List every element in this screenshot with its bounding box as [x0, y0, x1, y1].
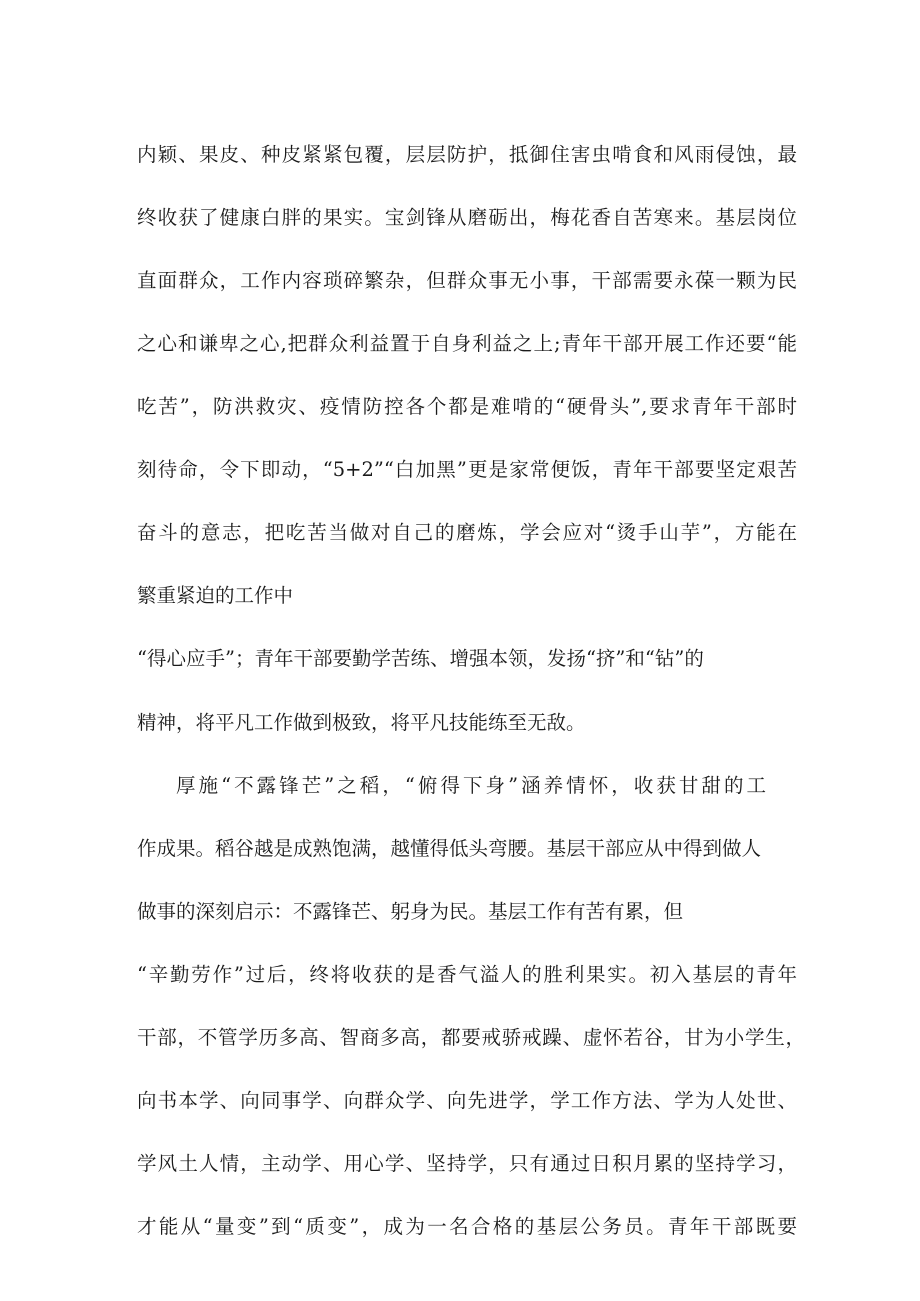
text-line-2: 终收获了健康白胖的果实。宝剑锋从磨砺出，梅花香自苦寒来。基层岗位 [137, 206, 797, 229]
text-line-12: 作成果。稻谷越是成熟饱满，越懂得低头弯腰。基层干部应从中得到做人 [137, 837, 762, 860]
text-line-14: “辛勤劳作”过后，终将收获的是香气溢人的胜利果实。初入基层的青年 [137, 963, 797, 986]
text-line-4: 之心和谦卑之心,把群众利益置于自身利益之上;青年干部开展工作还要“能 [137, 332, 797, 355]
text-line-6: 刻待命，令下即动，“5+2”“白加黑”更是家常便饭，青年干部要坚定艰苦 [137, 458, 797, 481]
text-line-9: “得心应手”；青年干部要勤学苦练、增强本领，发扬“挤”和“钻”的 [137, 647, 704, 670]
text-line-13: 做事的深刻启示：不露锋芒、躬身为民。基层工作有苦有累，但 [137, 900, 684, 923]
text-line-8: 繁重紧迫的工作中 [137, 584, 294, 607]
paragraph-2-first-line: 厚施“不露锋芒”之稻，“俯得下身”涵养情怀，收获甘甜的工 [176, 774, 766, 797]
text-line-7: 奋斗的意志，把吃苦当做对自己的磨炼，学会应对“烫手山芋”，方能在 [137, 521, 797, 544]
text-line-1: 内颖、果皮、种皮紧紧包覆，层层防护，抵御住害虫啃食和风雨侵蚀，最 [137, 143, 797, 166]
text-line-5: 吃苦”，防洪救灾、疫情防控各个都是难啃的“硬骨头”,要求青年干部时 [137, 395, 797, 418]
text-line-3: 直面群众，工作内容琐碎繁杂，但群众事无小事，干部需要永葆一颗为民 [137, 269, 797, 292]
text-line-15: 干部，不管学历多高、智商多高，都要戒骄戒躁、虚怀若谷，甘为小学生， [137, 1026, 805, 1049]
text-line-17: 学风土人情，主动学、用心学、坚持学，只有通过日积月累的坚持学习， [137, 1152, 797, 1175]
text-line-16: 向书本学、向同事学、向群众学、向先进学，学工作方法、学为人处世、 [137, 1089, 797, 1112]
text-line-10: 精神，将平凡工作做到极致，将平凡技能练至无敌。 [137, 711, 586, 734]
text-line-18: 才能从“量变”到“质变”，成为一名合格的基层公务员。青年干部既要 [137, 1215, 797, 1238]
